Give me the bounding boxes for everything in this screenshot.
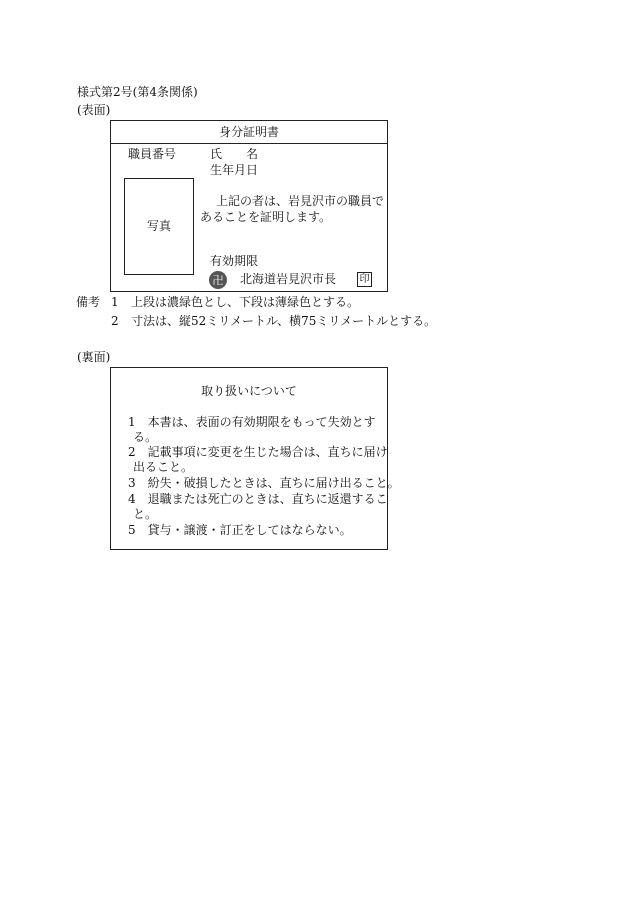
back-item-1-line-2: る。 [133, 430, 158, 444]
remark-2-text: 寸法は、縦52ミリメートル、横75ミリメートルとする。 [131, 314, 437, 328]
form-title: 様式第2号(第4条関係) [77, 85, 198, 99]
back-item-5-line-1: 5 貸与・譲渡・訂正をしてはならない。 [128, 523, 352, 537]
back-item-2-line-2: 出ること。 [133, 460, 194, 474]
remark-1-text: 上段は濃緑色とし、下段は薄緑色とする。 [131, 295, 360, 309]
front-card-title: 身分証明書 [218, 125, 279, 139]
remarks-label: 備考 [76, 295, 101, 309]
validity-label: 有効期限 [210, 254, 259, 268]
statement-line-1: 上記の者は、岩見沢市の職員で [216, 194, 385, 208]
remark-1-number: 1 [111, 295, 119, 309]
back-item-1-line-1: 1 本書は、表面の有効期限をもって失効とす [128, 415, 376, 429]
back-label: (裏面) [77, 350, 111, 364]
birth-date-label: 生年月日 [210, 163, 259, 177]
official-seal-stamp: 印 [357, 272, 372, 287]
statement-line-2: あることを証明します。 [200, 210, 332, 224]
front-card-divider [110, 143, 388, 144]
remark-2-number: 2 [111, 314, 119, 328]
employee-number-label: 職員番号 [128, 147, 177, 161]
back-item-4-line-1: 4 退職または死亡のときは、直ちに返還するこ [128, 492, 388, 506]
back-item-3-line-1: 3 紛失・破損したときは、直ちに届け出ること。 [128, 476, 400, 490]
name-label: 氏 名 [210, 147, 259, 161]
front-label: (表面) [77, 103, 111, 117]
city-emblem-icon: 卍 [209, 271, 227, 289]
photo-label: 写真 [146, 219, 171, 233]
back-item-4-line-2: と。 [133, 507, 158, 521]
back-item-2-line-1: 2 記載事項に変更を生じた場合は、直ちに届け [128, 445, 388, 459]
issuer-name: 北海道岩見沢市長 [240, 272, 337, 286]
back-card-title: 取り扱いについて [201, 384, 297, 398]
